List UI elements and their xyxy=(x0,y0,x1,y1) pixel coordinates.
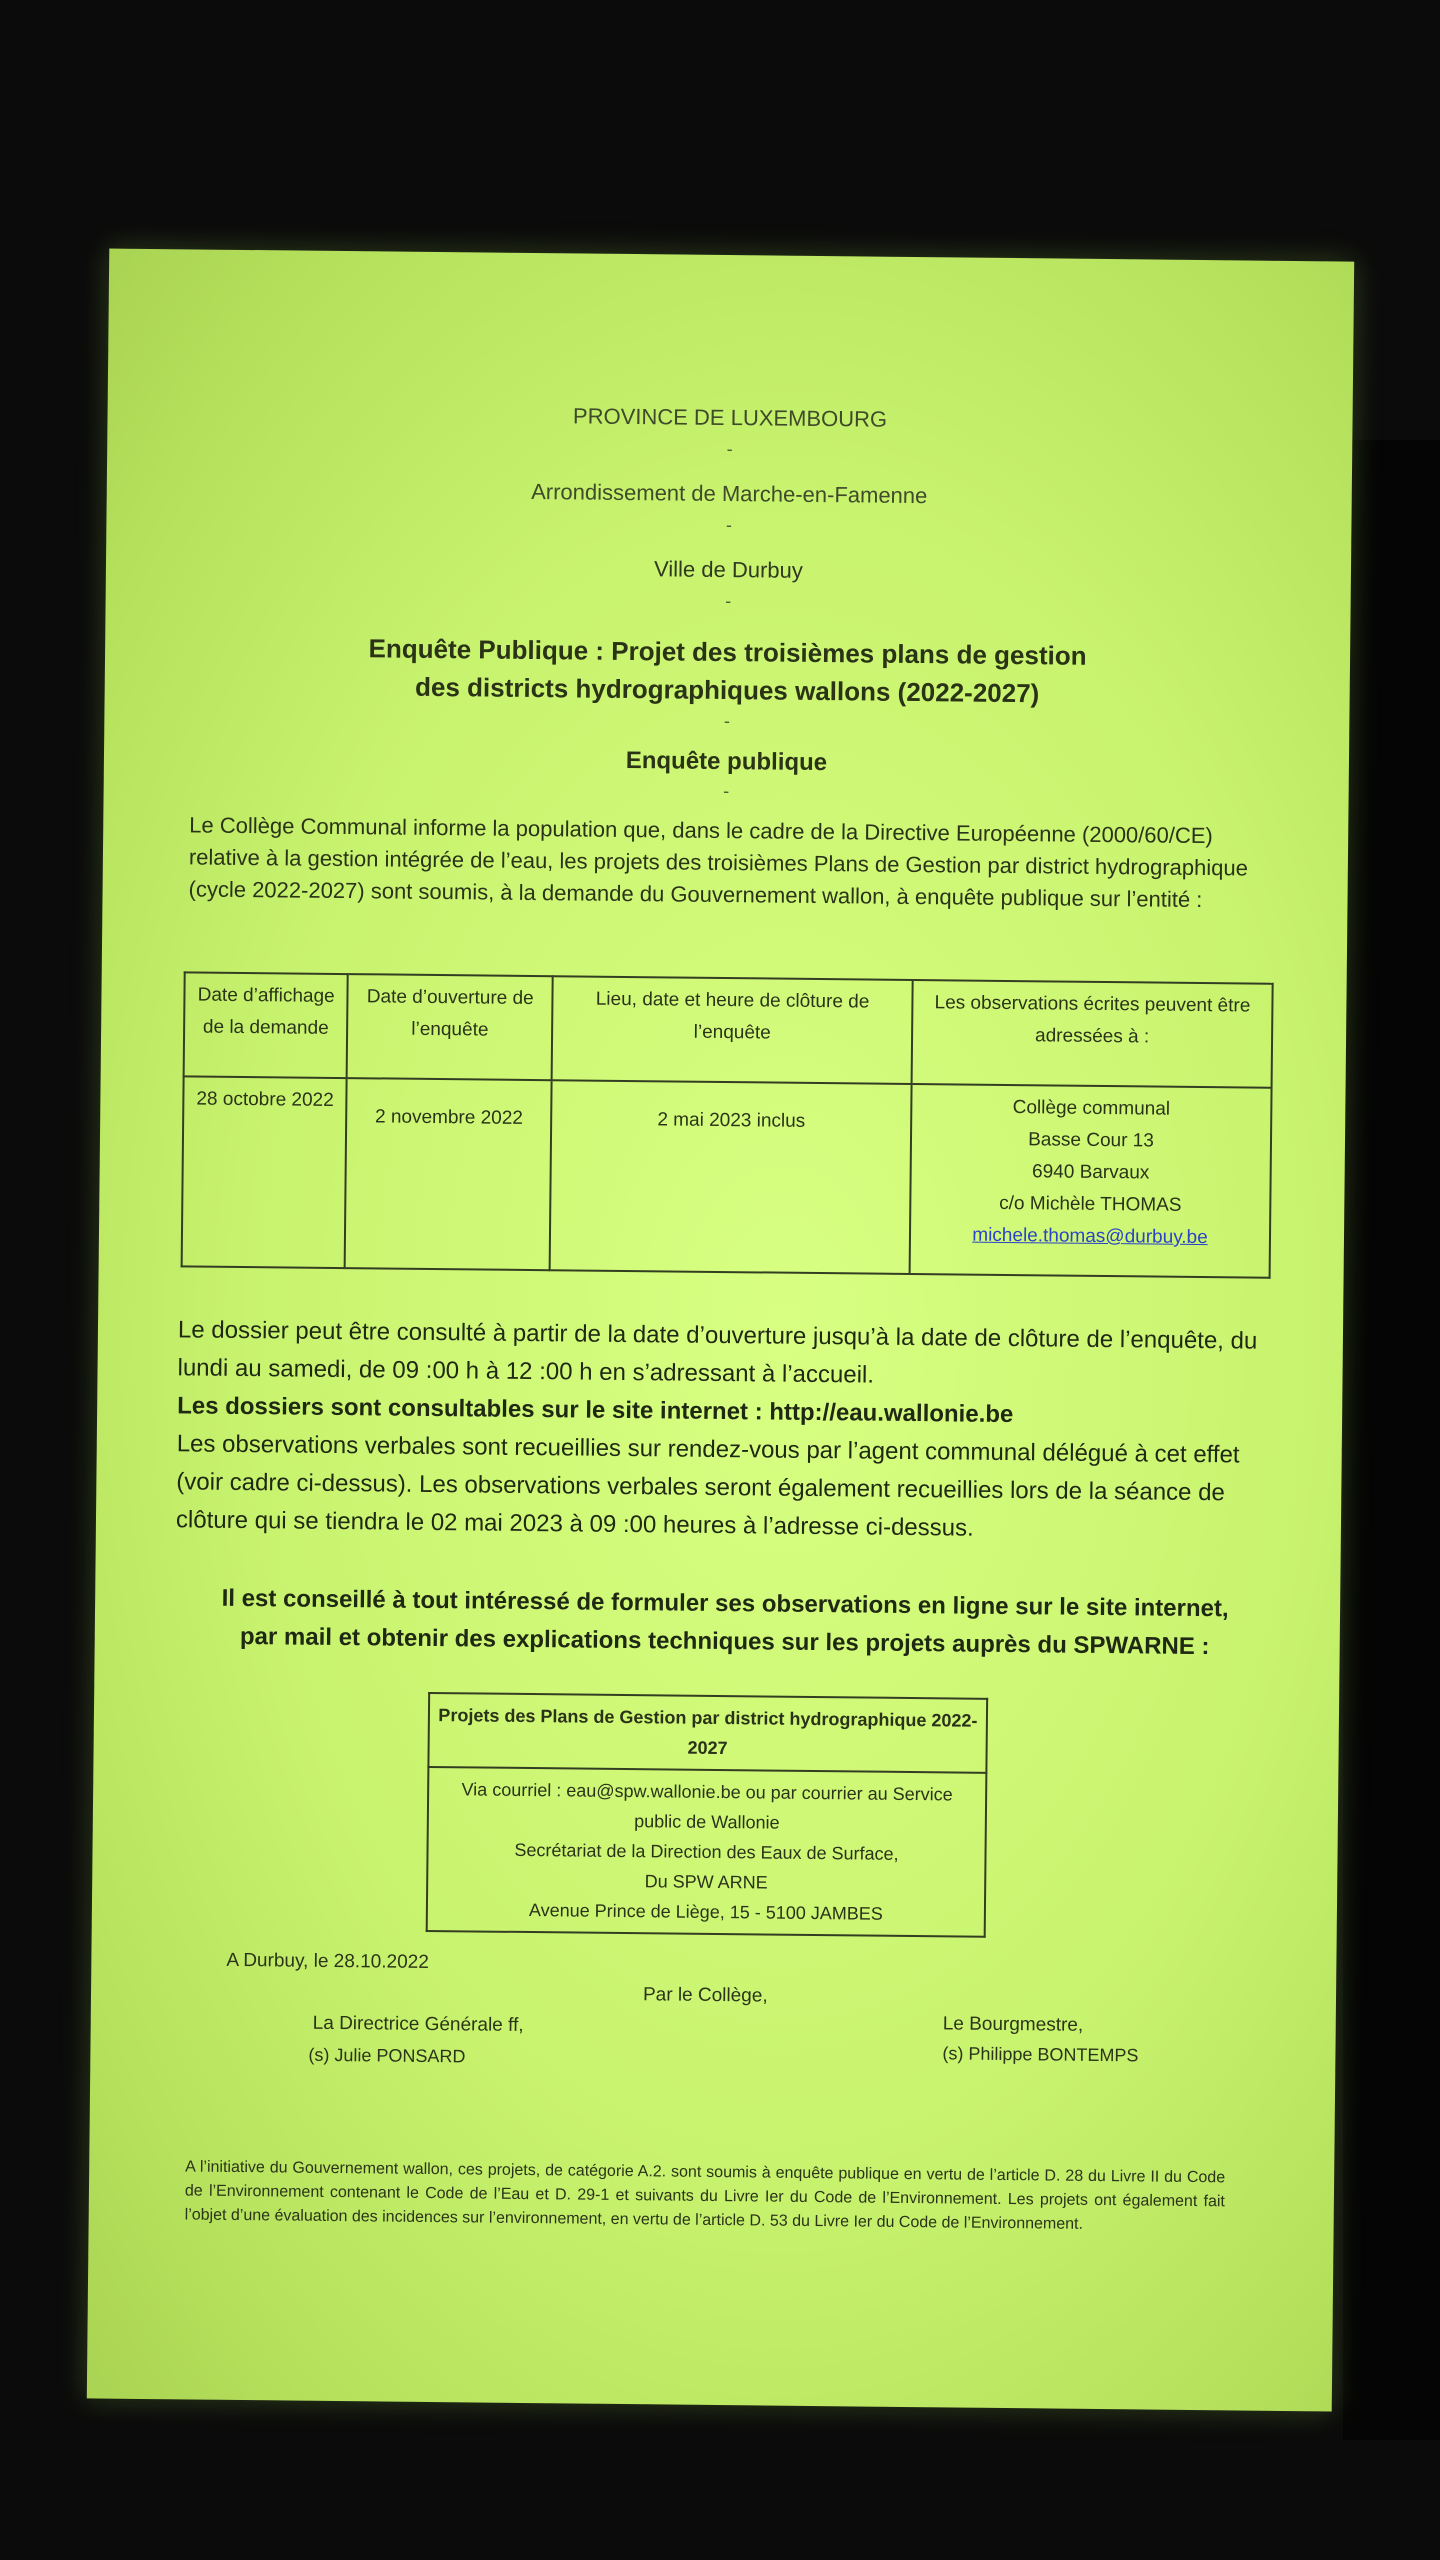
directrice-title: La Directrice Générale ff, xyxy=(312,2012,524,2036)
page-title-line1: Enquête Publique : Projet des troisièmes plans de gestion xyxy=(368,633,1087,671)
par-le-college: Par le Collège, xyxy=(642,1984,768,2007)
arrondissement-label: Arrondissement de Marche-en-Famenne xyxy=(531,478,928,509)
ville-label: Ville de Durbuy xyxy=(653,556,803,583)
table-cell-address xyxy=(910,1084,1272,1278)
advice-paragraph: Il est conseillé à tout intéressé de formuler ses observations en ligne sur le site internet, par mail et obtenir des explications techniques sur les projets auprès du SPWARNE : xyxy=(221,1584,1229,1661)
table-header-cell: Date d’affichage de la demande xyxy=(184,972,348,1078)
table-cell-date-affichage: 28 octobre 2022 xyxy=(182,1076,347,1268)
separator: - xyxy=(723,711,730,732)
table-header-cell: Date d’ouverture de l’enquête xyxy=(347,974,553,1080)
intro-paragraph: Le Collège Communal informe la population que, dans le cadre de la Directive Européenne (2000/60/CE) relative à la gestion intégrée de l’eau, les projets des troisièmes Plans de Gestion par district hydrographique (cycle 2022-2027) sont soumis, à la demande du Gouvernement wallon, à enquête publique sur l’entité : xyxy=(188,812,1249,913)
table-header-cell: Lieu, date et heure de clôture de l’enquête xyxy=(552,976,913,1084)
table-cell-cloture: 2 mai 2023 inclus xyxy=(550,1080,912,1274)
background-shadow xyxy=(1343,440,1440,2440)
address-line: c/o Michèle THOMAS xyxy=(999,1192,1182,1216)
email-link[interactable]: michele.thomas@durbuy.be xyxy=(972,1224,1208,1249)
internet-line: Les dossiers sont consultables sur le site internet : http://eau.wallonie.be xyxy=(177,1392,1014,1429)
page-title-line2: des districts hydrographiques wallons (2022-2027) xyxy=(414,671,1040,709)
table-cell-date-ouverture: 2 novembre 2022 xyxy=(345,1078,552,1270)
separator: - xyxy=(723,780,730,802)
subtitle: Enquête publique xyxy=(625,746,828,777)
separator: - xyxy=(726,439,733,460)
spw-table-body xyxy=(427,1767,987,1937)
poster xyxy=(87,249,1354,2412)
province-label: PROVINCE DE LUXEMBOURG xyxy=(572,403,888,432)
verbal-paragraph: Les observations verbales sont recueillies sur rendez-vous par l’agent communal délégué à cet effet (voir cadre ci-dessus). Les observations verbales seront également recueillies lors de la séance de clôture qui se tiendra le 02 mai 2023 à 09 :00 heures à l’adresse ci-dessus. xyxy=(175,1430,1240,1542)
directrice-name: (s) Julie PONSARD xyxy=(308,2044,466,2067)
spw-line: Secrétariat de la Direction des Eaux de Surface, xyxy=(514,1839,899,1864)
spw-contact-table xyxy=(426,1692,988,1938)
bourgmestre-name: (s) Philippe BONTEMPS xyxy=(942,2043,1139,2066)
consult-paragraph: Le dossier peut être consulté à partir de la date d’ouverture jusqu’à la date de clôture de l’enquête, du lundi au samedi, de 09 :00 h à 12 :00 h en s’adressant à l’accueil. xyxy=(177,1316,1258,1389)
spw-line: Du SPW ARNE xyxy=(644,1871,768,1893)
separator: - xyxy=(725,591,732,612)
enquete-table xyxy=(181,971,1274,1278)
place-date: A Durbuy, le 28.10.2022 xyxy=(226,1949,429,1973)
bourgmestre-title: Le Bourgmestre, xyxy=(942,2013,1084,2036)
separator: - xyxy=(725,515,733,536)
spw-line: Via courriel : eau@spw.wallonie.be ou par courrier au Service public de Wallonie xyxy=(461,1779,953,1833)
address-line: 6940 Barvaux xyxy=(1031,1161,1150,1184)
address-line: Basse Cour 13 xyxy=(1028,1129,1154,1152)
spw-line: Avenue Prince de Liège, 15 - 5100 JAMBES xyxy=(528,1900,883,1924)
footnote: A l’initiative du Gouvernement wallon, ces projets, de catégorie A.2. sont soumis à enquête publique en vertu de l’article D. 28 du Livre II du Code de l’Environnement contenant le Code de l’Eau et D. 29-1 et suivants du Livre Ier du Code de l’Environnement. Les projets ont également fait l’objet d’une évaluation des incidences sur l’environnement, en vertu de l’article D. 53 du Livre Ier du Code de l’Environnement. xyxy=(184,2158,1226,2233)
spw-table-header: Projets des Plans de Gestion par district hydrographique 2022-2027 xyxy=(428,1693,987,1773)
table-header-cell: Les observations écrites peuvent être adressées à : xyxy=(912,980,1273,1088)
address-line: Collège communal xyxy=(1012,1097,1171,1120)
